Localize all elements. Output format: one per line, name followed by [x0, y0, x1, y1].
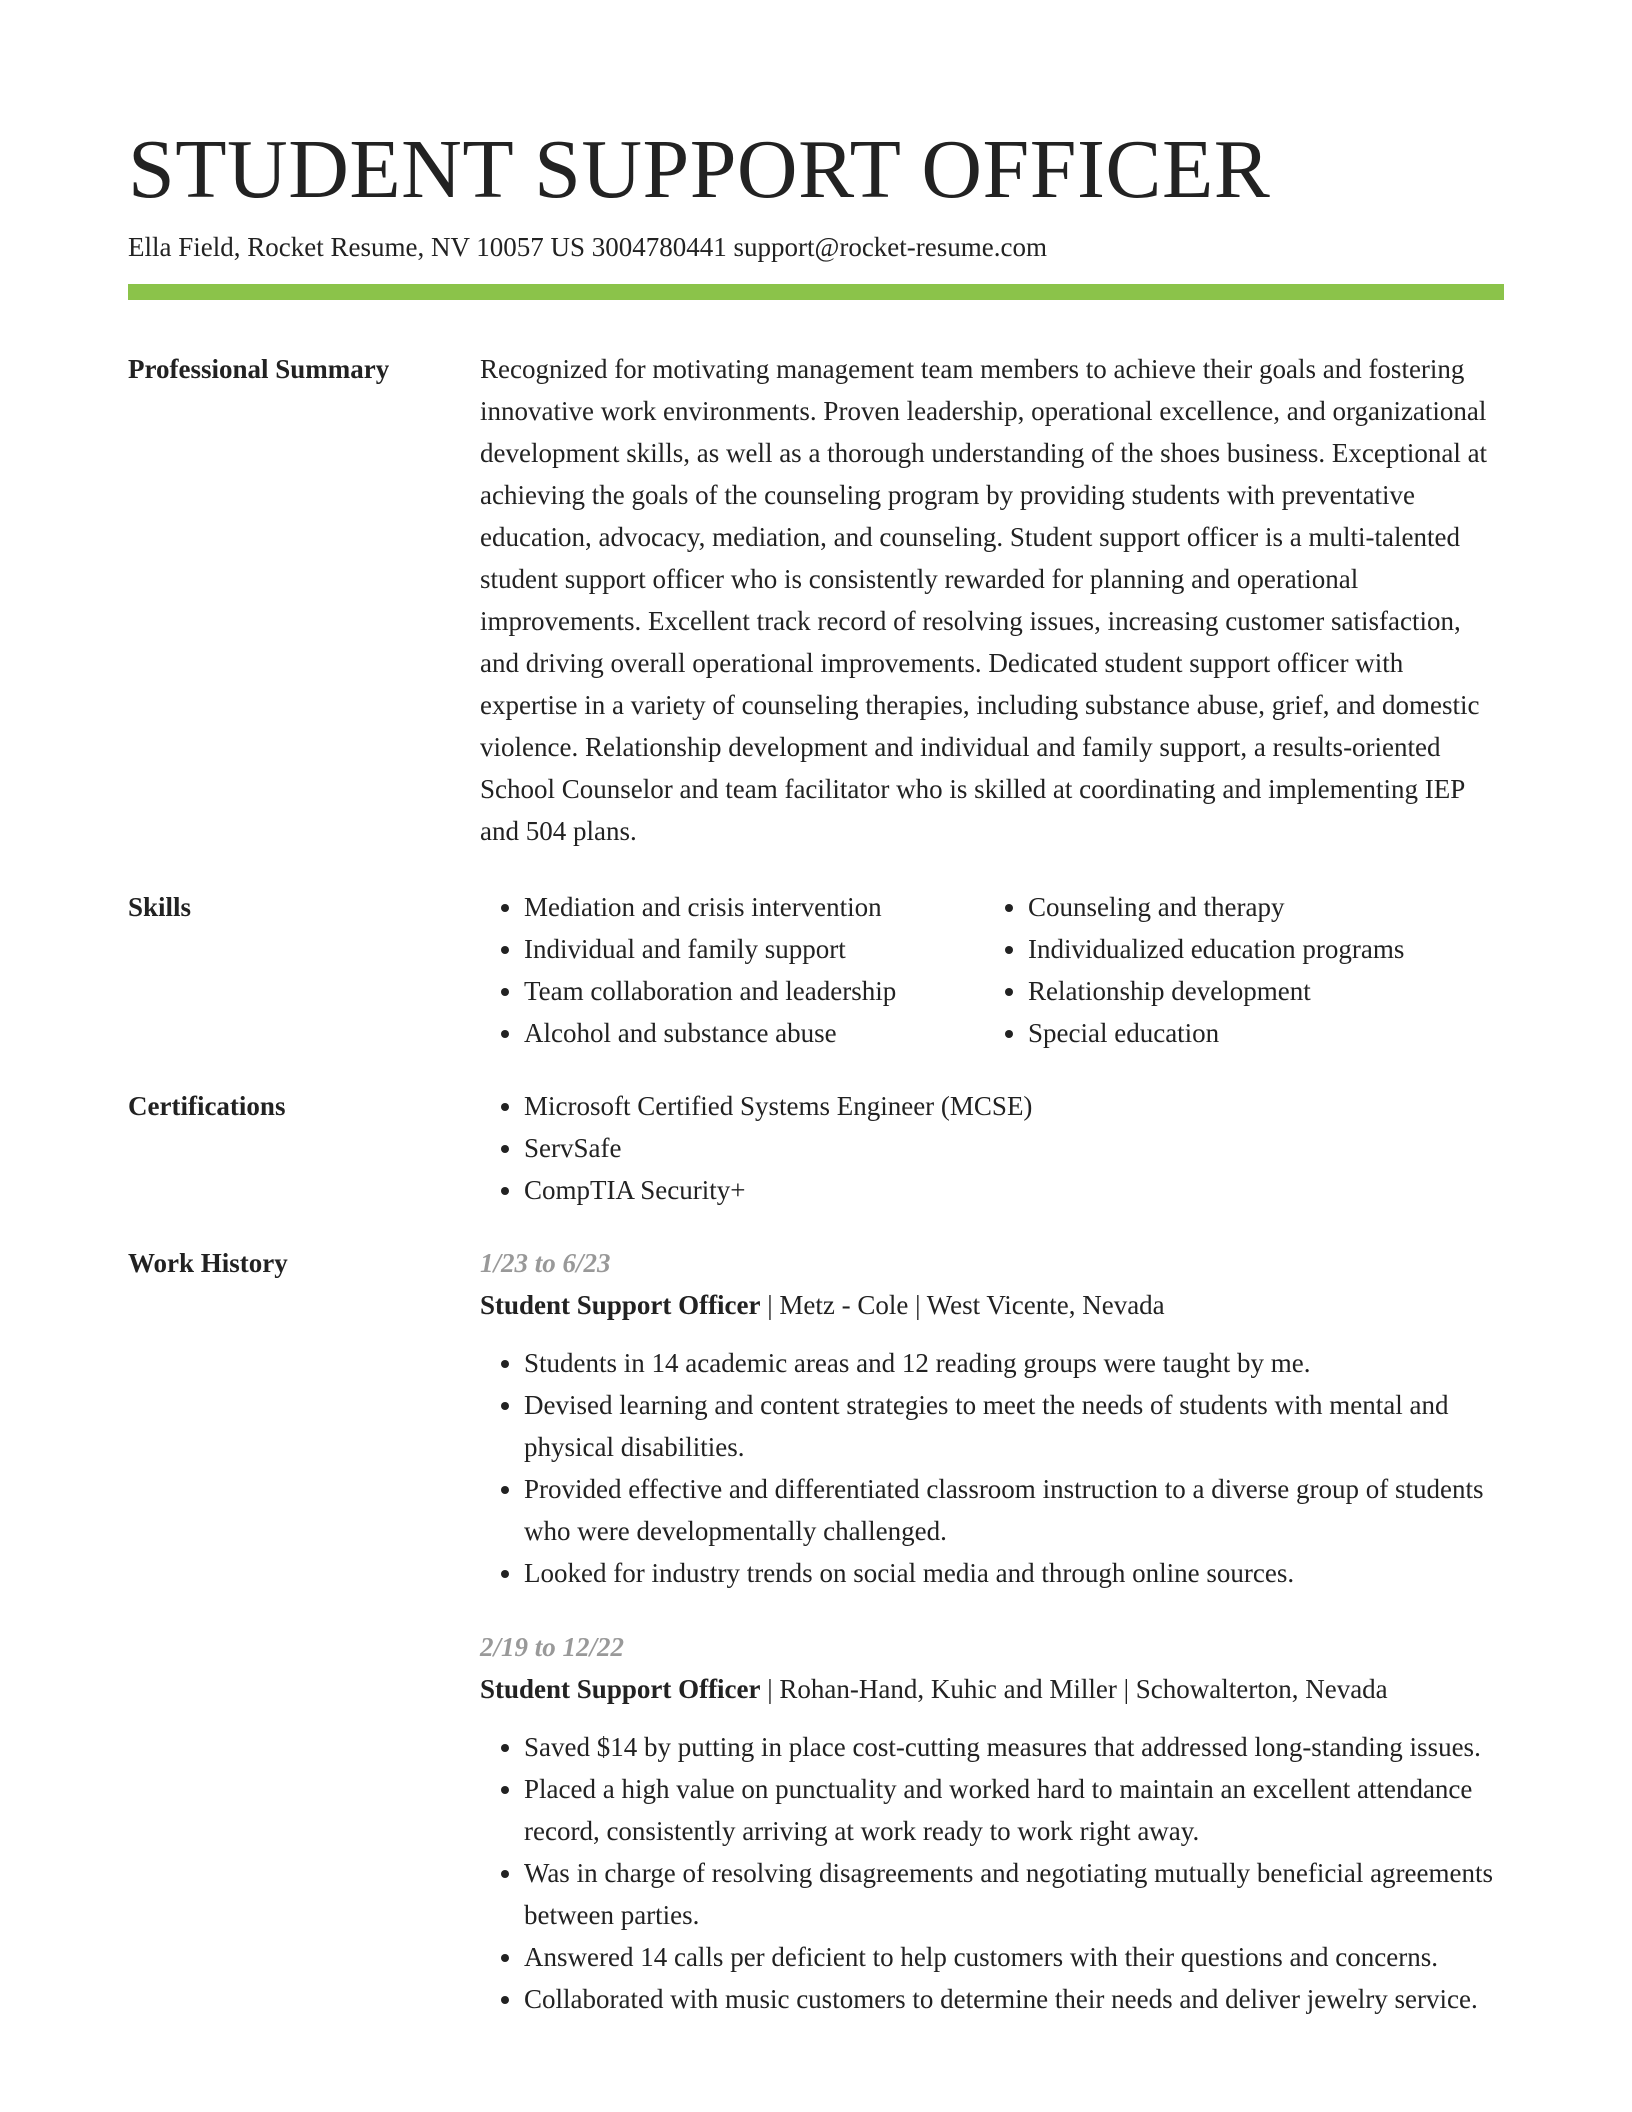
job-details: | Metz - Cole | West Vicente, Nevada — [760, 1290, 1165, 1320]
work-history-section — [128, 1242, 1504, 2020]
resume-title: STUDENT SUPPORT OFFICER — [128, 123, 1271, 216]
job-bullets — [480, 1342, 1504, 1594]
job-bullet: • Provided effective and differentiated classroom instruction to a diverse group of students who were developmentally challenged. — [524, 1468, 1504, 1552]
job-bullets — [480, 1726, 1504, 2020]
certification-item: • CompTIA Security+ — [524, 1169, 1504, 1211]
job-dates: 1/23 to 6/23 — [480, 1248, 611, 1278]
job-details: | Rohan-Hand, Kuhic and Miller | Schowalterton, Nevada — [760, 1674, 1388, 1704]
certifications-list — [480, 1085, 1504, 1211]
job-title: Student Support Officer — [480, 1674, 761, 1704]
professional-summary-section — [128, 348, 1504, 852]
skills-section — [128, 886, 1504, 1054]
job-bullet: • Saved $14 by putting in place cost-cutting measures that addressed long-standing issues. — [524, 1726, 1504, 1768]
job-bullet: • Collaborated with music customers to determine their needs and deliver jewelry service. — [524, 1978, 1504, 2020]
job-bullet: • Looked for industry trends on social media and through online sources. — [524, 1552, 1504, 1594]
skill-item: • Mediation and crisis intervention — [524, 886, 984, 928]
job-bullet: • Was in charge of resolving disagreements and negotiating mutually beneficial agreements between parties. — [524, 1852, 1504, 1936]
skill-item: • Team collaboration and leadership — [524, 970, 984, 1012]
resume-page — [128, 0, 1504, 2020]
job-bullet: • Placed a high value on punctuality and worked hard to maintain an excellent attendance record, consistently arriving at work ready to work right away. — [524, 1768, 1504, 1852]
job-dates: 2/19 to 12/22 — [480, 1632, 625, 1662]
job-heading — [480, 1668, 1504, 1710]
skill-item: • Individualized education programs — [1028, 928, 1404, 970]
skill-item: • Relationship development — [1028, 970, 1404, 1012]
certifications-section — [128, 1085, 1504, 1211]
skills-list-left — [480, 886, 984, 1054]
job-bullet: • Devised learning and content strategies to meet the needs of students with mental and physical disabilities. — [524, 1384, 1504, 1468]
section-label-skills: Skills — [128, 892, 192, 922]
job-bullet: • Answered 14 calls per deficient to help customers with their questions and concerns. — [524, 1936, 1504, 1978]
job-bullet: • Students in 14 academic areas and 12 reading groups were taught by me. — [524, 1342, 1504, 1384]
certification-item: • ServSafe — [524, 1127, 1504, 1169]
skill-item: • Alcohol and substance abuse — [524, 1012, 984, 1054]
job-entry — [480, 1242, 1504, 1594]
job-heading — [480, 1284, 1504, 1326]
section-label-summary: Professional Summary — [128, 354, 390, 384]
job-title: Student Support Officer — [480, 1290, 761, 1320]
section-label-certifications: Certifications — [128, 1091, 286, 1121]
summary-text: Recognized for motivating management team members to achieve their goals and fostering innovative work environments. Proven leadership, operational excellence, and organizational development skills, as well as a thorough understanding of the shoes business. Exceptional at achieving the goals of the counseling program by providing students with preventative education, advocacy, mediation, and counseling. Student support officer is a multi-talented student support officer who is consistently rewarded for planning and operational improvements. Excellent track record of resolving issues, increasing customer satisfaction, and driving overall operational improvements. Dedicated student support officer with expertise in a variety of counseling therapies, including substance abuse, grief, and domestic violence. Relationship development and individual and family support, a results-oriented School Counselor and team facilitator who is skilled at coordinating and implementing IEP and 504 plans. — [480, 354, 1488, 846]
header-divider — [128, 284, 1504, 300]
section-label-work-history: Work History — [128, 1248, 288, 1278]
skill-item: • Individual and family support — [524, 928, 984, 970]
contact-line: Ella Field, Rocket Resume, NV 10057 US 3004780441 support@rocket-resume.com — [128, 232, 1047, 262]
skill-item: • Special education — [1028, 1012, 1404, 1054]
job-entry — [480, 1626, 1504, 2020]
skills-list-right — [984, 886, 1404, 1054]
skill-item: • Counseling and therapy — [1028, 886, 1404, 928]
certification-item: • Microsoft Certified Systems Engineer (MCSE) — [524, 1085, 1504, 1127]
